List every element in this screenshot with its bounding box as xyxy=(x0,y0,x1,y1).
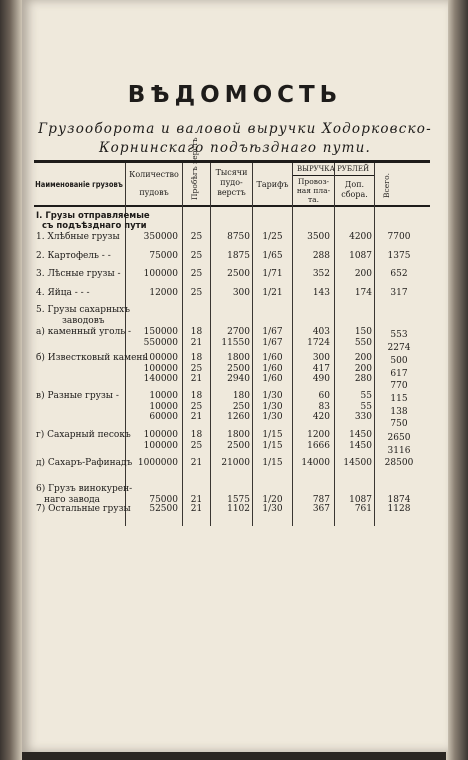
cell-freight: 403 xyxy=(312,327,330,337)
cell-total: 553 xyxy=(390,330,408,340)
header-quantity: Количество пудовъ xyxy=(129,170,179,197)
cell-total: 770 xyxy=(390,381,408,391)
header-distance: Пробѣгъ верстъ xyxy=(190,137,199,200)
cell-freight: 14000 xyxy=(301,458,330,468)
cell-extra: 1087 xyxy=(349,495,372,505)
cell-freight: 83 xyxy=(318,401,330,412)
cell-qty: 60000 xyxy=(149,412,178,422)
cell-qty: 100000 xyxy=(143,353,178,363)
cell-tpv: 1575 xyxy=(227,495,250,505)
cell-freight: 417 xyxy=(312,363,330,374)
revenue-group-rule xyxy=(292,175,374,176)
cell-qty: 140000 xyxy=(143,374,178,384)
cell-total: 2274 xyxy=(387,342,411,353)
cell-extra: 330 xyxy=(354,412,372,422)
cell-freight: 352 xyxy=(312,269,330,279)
cell-tariff: 1/60 xyxy=(262,363,283,374)
cell-tpv: 8750 xyxy=(227,232,250,242)
cell-dist: 21 xyxy=(190,458,203,468)
cell-total: 2650 xyxy=(387,433,411,443)
cell-dist: 21 xyxy=(190,337,203,348)
cell-tpv: 2940 xyxy=(227,374,250,384)
row-label: 1. Хлѣбные грузы xyxy=(36,232,120,242)
row-label: 4. Яйца - - - xyxy=(36,288,90,298)
cell-dist: 21 xyxy=(190,495,203,505)
section-heading: I. Грузы отправляемые съ подъѣзднаго пути xyxy=(36,211,150,231)
cell-qty: 52500 xyxy=(149,504,178,514)
cell-tpv: 2500 xyxy=(227,440,250,451)
page-title: ВѢДОМОСТЬ xyxy=(127,82,343,108)
cell-dist: 25 xyxy=(190,288,203,298)
cell-tariff: 1/20 xyxy=(262,495,283,505)
cell-tariff: 1/67 xyxy=(262,337,283,348)
cell-total: 617 xyxy=(390,368,408,379)
cell-qty: 550000 xyxy=(143,337,178,348)
cell-dist: 21 xyxy=(190,504,203,514)
subtitle-line-1: Грузооборота и валовой выручки Ходорковско- xyxy=(38,121,432,137)
row-label: д) Сахаръ-Рафинадъ xyxy=(36,458,133,468)
cell-total: 317 xyxy=(390,288,408,298)
row-label: в) Разные грузы - xyxy=(36,391,119,401)
cell-tariff: 1/15 xyxy=(262,430,283,440)
cell-total: 1375 xyxy=(387,251,411,261)
cell-extra: 150 xyxy=(354,327,372,337)
cell-freight: 787 xyxy=(312,495,330,505)
cell-freight: 143 xyxy=(312,288,330,298)
cell-extra: 200 xyxy=(354,363,372,374)
row-label: 3. Лѣсные грузы - xyxy=(36,269,121,279)
cell-freight: 60 xyxy=(318,391,330,401)
cell-extra: 1450 xyxy=(349,430,372,440)
cell-tpv: 1875 xyxy=(227,251,250,261)
cell-total: 500 xyxy=(390,356,408,366)
cell-qty: 100000 xyxy=(143,269,178,279)
cell-dist: 18 xyxy=(190,353,203,363)
cell-freight: 300 xyxy=(312,353,330,363)
cell-total: 28500 xyxy=(384,458,414,468)
cell-dist: 18 xyxy=(190,391,203,401)
cell-dist: 25 xyxy=(190,232,203,242)
cell-freight: 420 xyxy=(312,412,330,422)
cell-total: 7700 xyxy=(387,232,411,242)
cell-extra: 761 xyxy=(354,504,372,514)
cell-qty: 150000 xyxy=(143,327,178,337)
cell-dist: 25 xyxy=(190,401,203,412)
cell-extra: 1087 xyxy=(349,251,372,261)
cell-tpv: 11550 xyxy=(221,337,250,348)
cell-tpv: 1800 xyxy=(227,430,250,440)
cell-tariff: 1/25 xyxy=(262,232,283,242)
page-edge-stack xyxy=(446,0,468,760)
cell-extra: 280 xyxy=(354,374,372,384)
cell-extra: 174 xyxy=(354,288,372,298)
cell-total: 1128 xyxy=(387,504,411,514)
cell-extra: 55 xyxy=(360,401,372,412)
cell-tpv: 1260 xyxy=(227,412,250,422)
cell-tpv: 1102 xyxy=(227,504,250,514)
cell-freight: 3500 xyxy=(307,232,330,242)
book-spine-shadow xyxy=(0,0,22,760)
table-header-rule xyxy=(34,205,430,207)
cell-tariff: 1/30 xyxy=(262,391,283,401)
cell-tariff: 1/15 xyxy=(262,458,283,468)
cell-qty: 75000 xyxy=(149,251,178,261)
cell-qty: 75000 xyxy=(149,495,178,505)
cell-extra: 200 xyxy=(354,269,372,279)
cell-total: 138 xyxy=(390,406,408,417)
cell-tariff: 1/60 xyxy=(262,374,283,384)
cell-qty: 10000 xyxy=(149,401,178,412)
cell-dist: 25 xyxy=(190,363,203,374)
cell-tariff: 1/60 xyxy=(262,353,283,363)
row-label: б) Известковый камень xyxy=(36,353,148,363)
row-label: 5. Грузы сахарныхъ xyxy=(36,305,130,315)
cell-tariff: 1/71 xyxy=(262,269,283,279)
subtitle-line-2: Корнинскаго подъѣзднаго пути. xyxy=(98,140,372,156)
cell-qty: 10000 xyxy=(149,391,178,401)
cell-tariff: 1/30 xyxy=(262,401,283,412)
row-label-continued: заводовъ xyxy=(62,316,105,326)
document-page xyxy=(22,0,448,752)
cell-qty: 100000 xyxy=(143,430,178,440)
cell-qty: 1000000 xyxy=(137,458,178,468)
cell-freight: 367 xyxy=(312,504,330,514)
cell-tariff: 1/21 xyxy=(262,288,283,298)
cell-freight: 1724 xyxy=(307,337,330,348)
cell-tariff: 1/67 xyxy=(262,327,283,337)
header-total: Всего. xyxy=(382,173,391,198)
cell-tpv: 2700 xyxy=(227,327,250,337)
cell-dist: 18 xyxy=(190,327,203,337)
cell-dist: 21 xyxy=(190,374,203,384)
header-tariff: Тарифъ xyxy=(256,180,289,189)
cell-freight: 1200 xyxy=(307,430,330,440)
cell-freight: 490 xyxy=(312,374,330,384)
row-sublabel: а) каменный уголь - xyxy=(36,327,132,337)
cell-extra: 4200 xyxy=(349,232,372,242)
header-name: Наименованіе грузовъ xyxy=(35,180,123,189)
cell-tpv: 250 xyxy=(232,401,250,412)
cell-dist: 25 xyxy=(190,251,203,261)
row-label: 6) Грузъ винокурен- xyxy=(36,484,133,494)
cell-tpv: 2500 xyxy=(227,363,250,374)
cell-qty: 350000 xyxy=(143,232,178,242)
cell-dist: 21 xyxy=(190,412,203,422)
table-top-rule xyxy=(34,160,430,163)
cell-tariff: 1/65 xyxy=(262,251,283,261)
row-label: 2. Картофель - - xyxy=(36,251,111,261)
row-label: г) Сахарный песокъ xyxy=(36,430,131,440)
cell-dist: 18 xyxy=(190,430,203,440)
cell-tpv: 2500 xyxy=(227,269,250,279)
cell-extra: 1450 xyxy=(349,440,372,451)
cell-freight: 1666 xyxy=(307,440,330,451)
cell-extra: 55 xyxy=(360,391,372,401)
cell-qty: 12000 xyxy=(149,288,178,298)
cell-qty: 100000 xyxy=(143,440,178,451)
header-extra-fees: Доп. сбора. xyxy=(341,180,368,199)
row-label-continued: наго завода xyxy=(44,495,101,505)
cell-dist: 25 xyxy=(190,440,203,451)
cell-extra: 200 xyxy=(354,353,372,363)
cell-total: 652 xyxy=(390,269,408,279)
cell-extra: 14500 xyxy=(343,458,372,468)
cell-total: 115 xyxy=(390,394,408,404)
cell-tpv: 180 xyxy=(232,391,250,401)
cell-dist: 25 xyxy=(190,269,203,279)
header-thousand-pud-versts: Тысячи пудо- верстъ xyxy=(215,168,248,197)
cell-tariff: 1/15 xyxy=(262,440,283,451)
cell-freight: 288 xyxy=(312,251,330,261)
cell-qty: 100000 xyxy=(143,363,178,374)
cell-total: 3116 xyxy=(387,445,411,456)
cell-tpv: 21000 xyxy=(221,458,250,468)
cell-tpv: 300 xyxy=(232,288,250,298)
cell-tpv: 1800 xyxy=(227,353,250,363)
row-label: 7) Остальные грузы xyxy=(36,504,131,514)
header-freight: Провоз- ная пла- та. xyxy=(296,177,331,204)
cell-total: 1874 xyxy=(387,495,411,505)
cell-total: 750 xyxy=(390,419,408,429)
cell-extra: 550 xyxy=(354,337,372,348)
header-revenue: ВЫРУЧКА РУБЛЕЙ xyxy=(296,165,370,173)
cell-tariff: 1/30 xyxy=(262,412,283,422)
cell-tariff: 1/30 xyxy=(262,504,283,514)
